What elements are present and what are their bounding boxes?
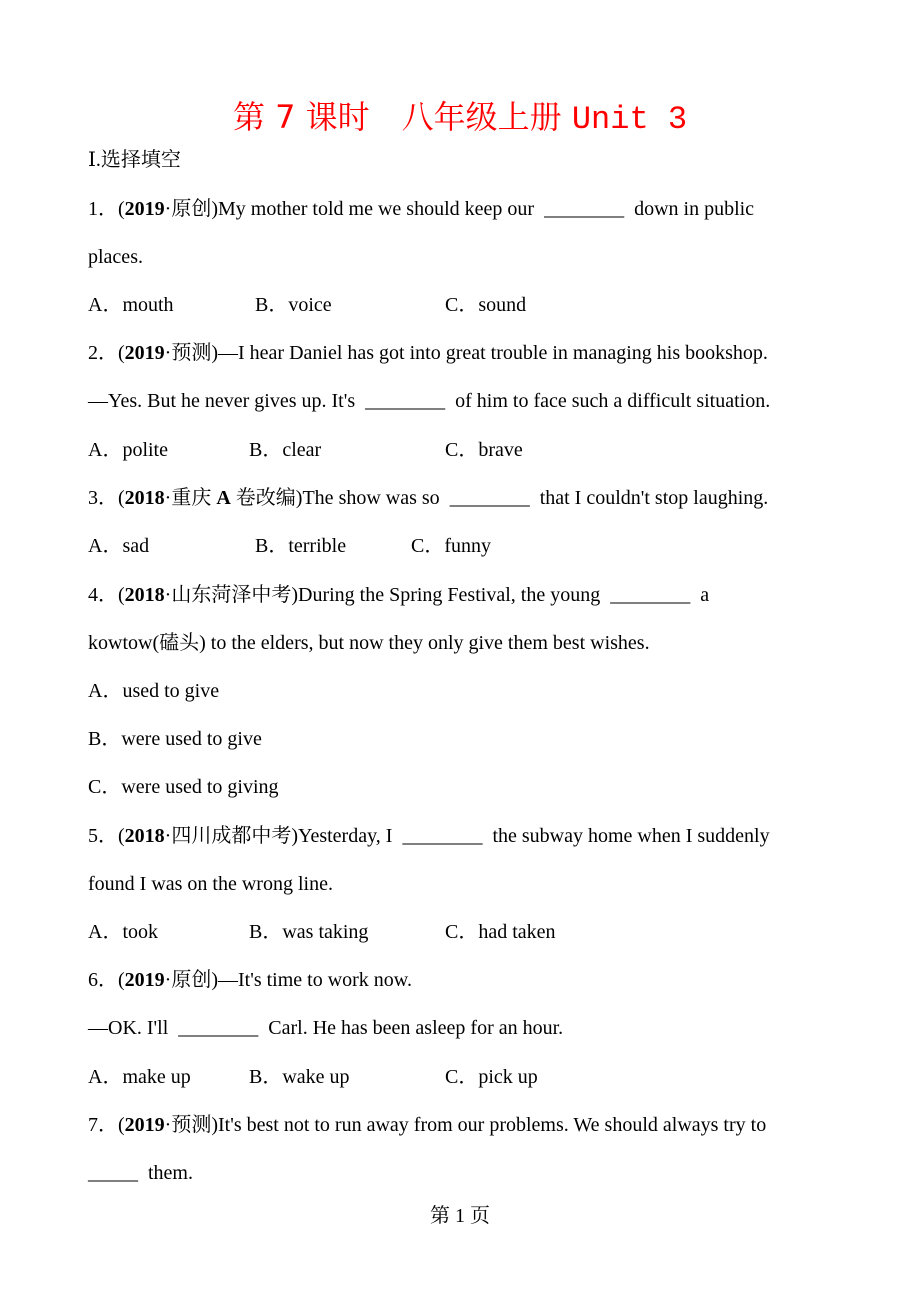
option-b: B．were used to give [88,728,262,750]
option-c: C．funny [411,535,491,557]
question-6-cont: —OK. I'll ________ Carl. He has been asleep for an hour. [88,1017,564,1039]
option-a: A．used to give [88,680,220,702]
page-title [0,92,920,138]
option-a: A．polite [88,439,168,461]
question-2-cont: —Yes. But he never gives up. It's ________ of him to face such a difficult situation. [88,390,771,412]
option-b: B．clear [249,439,322,461]
question-6: 6．(2019·原创)—It's time to work now. [88,969,412,991]
answer-blank: ________ [449,487,530,509]
question-5: 5．(2018·四川成都中考)Yesterday, I ________ the subway home when I suddenly [88,825,770,847]
answer-blank: ________ [178,1017,259,1039]
option-a: A．sad [88,535,150,557]
question-4: 4．(2018·山东菏泽中考)During the Spring Festival, the young ________ a [88,584,710,606]
question-1-cont: places. [88,246,143,268]
option-c: C．brave [445,439,523,461]
question-7: 7．(2019·预测)It's best not to run away from our problems. We should always try to [88,1114,767,1136]
question-5-cont: found I was on the wrong line. [88,873,333,895]
answer-blank: ________ [365,390,446,412]
answer-blank: ________ [544,198,625,220]
question-4-cont: kowtow(磕头) to the elders, but now they only give them best wishes. [88,632,650,654]
option-b: B．was taking [249,921,369,943]
question-7-cont: _____ them. [88,1162,193,1184]
section-heading: Ⅰ.选择填空 [88,149,181,171]
question-1: 1．(2019·原创)My mother told me we should keep our ________ down in public [88,198,755,220]
option-b: B．wake up [249,1066,350,1088]
page-footer: 第 1 页 [430,1205,490,1227]
option-c: C．were used to giving [88,776,279,798]
option-a: A．took [88,921,158,943]
title-unit: Unit 3 [571,101,688,138]
answer-blank: ________ [402,825,483,847]
question-2: 2．(2019·预测)—I hear Daniel has got into great trouble in managing his bookshop. [88,342,768,364]
option-b: B．terrible [255,535,347,557]
option-c: C．sound [445,294,527,316]
option-c: C．pick up [445,1066,538,1088]
answer-blank: ________ [610,584,691,606]
question-3: 3．(2018·重庆 A 卷改编)The show was so ________ that I couldn't stop laughing. [88,487,769,509]
option-a: A．make up [88,1066,191,1088]
option-a: A．mouth [88,294,174,316]
option-b: B．voice [255,294,332,316]
title-prefix: 第 7 课时 八年级上册 [232,98,562,136]
answer-blank: _____ [88,1162,138,1184]
option-c: C．had taken [445,921,556,943]
